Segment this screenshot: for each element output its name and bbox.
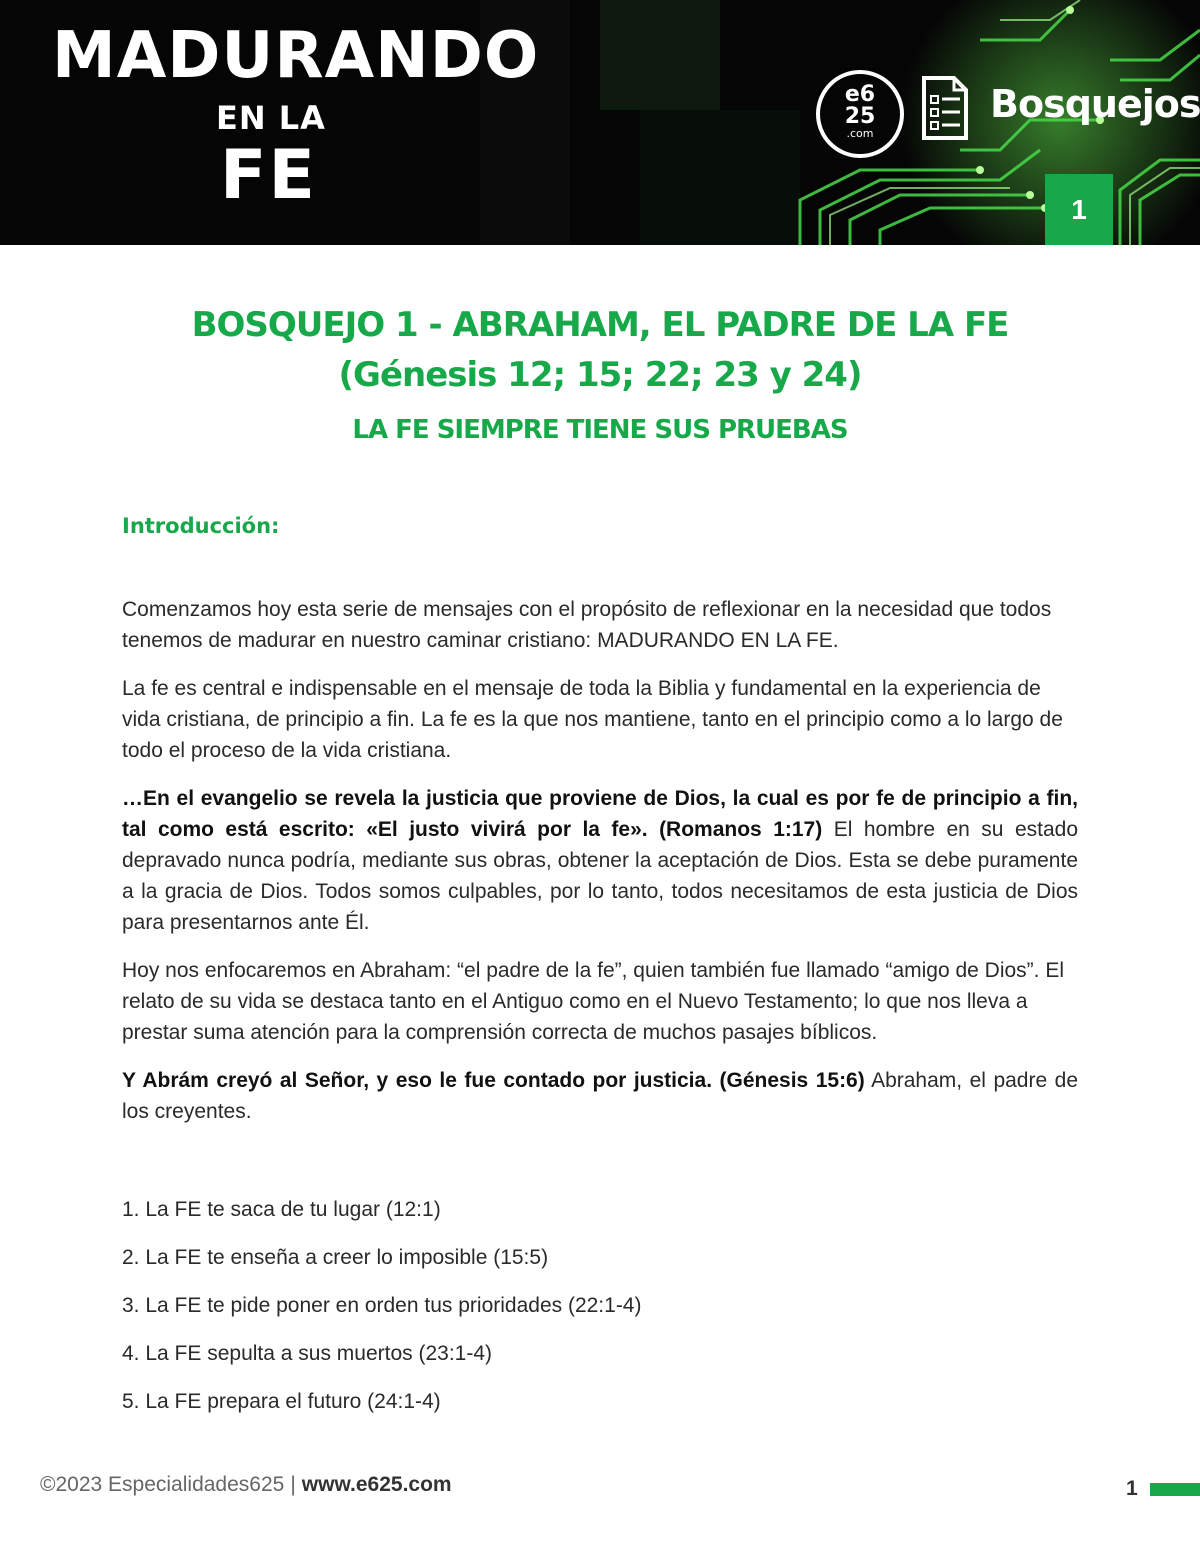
body-text bbox=[122, 594, 1078, 1144]
series-title bbox=[52, 19, 540, 215]
scripture-quote-genesis: Y Abrám creyó al Señor, y eso le fue contado por justicia. (Génesis 15:6) bbox=[122, 1069, 865, 1092]
logo-text-middle: 25 bbox=[844, 104, 876, 129]
outline-title bbox=[0, 300, 1200, 450]
intro-paragraph-4: Hoy nos enfocaremos en Abraham: “el padre de la fe”, quien también fue llamado “amigo de Dios”. El relato de su vida se destaca tanto en el Antiguo como en el Nuevo Testamento; lo que nos lleva a prestar suma atención para la comprensión correcta de muchos pasajes bíblicos. bbox=[122, 959, 1065, 1044]
title-subtitle: LA FE SIEMPRE TIENE SUS PRUEBAS bbox=[352, 415, 848, 445]
list-item: 4. La FE sepulta a sus muertos (23:1-4) bbox=[122, 1342, 493, 1365]
footer-page-number: 1 bbox=[1126, 1477, 1138, 1500]
series-title-line3: FE bbox=[220, 136, 317, 215]
footer-url-link[interactable]: www.e625.com bbox=[301, 1473, 452, 1496]
list-item: 1. La FE te saca de tu lugar (12:1) bbox=[122, 1198, 441, 1221]
list-item: 5. La FE prepara el futuro (24:1-4) bbox=[122, 1390, 441, 1413]
intro-paragraph-5: Abraham, el padre de los creyentes. bbox=[122, 1069, 1078, 1123]
header-banner bbox=[0, 0, 1200, 245]
intro-heading: Introducción: bbox=[122, 514, 280, 538]
list-item: 3. La FE te pide poner en orden tus prioridades (22:1-4) bbox=[122, 1294, 642, 1317]
document-list-icon bbox=[920, 74, 970, 142]
footer-accent-bar bbox=[1150, 1483, 1200, 1496]
title-line1: BOSQUEJO 1 - ABRAHAM, EL PADRE DE LA FE bbox=[191, 305, 1009, 345]
footer bbox=[40, 1473, 452, 1497]
intro-paragraph-2: La fe es central e indispensable en el mensaje de toda la Biblia y fundamental en la experiencia de vida cristiana, de principio a fin. La fe es la que nos mantiene, tanto en el principio como a lo largo de todo el proceso de la vida cristiana. bbox=[122, 677, 1063, 762]
scripture-quote-romanos: …En el evangelio se revela la justicia que proviene de Dios, la cual es por fe de principio a fin, tal como está escrito: «El justo vivirá por la fe». (Romanos 1:17) bbox=[122, 787, 1078, 841]
logo-text-bottom: .com bbox=[846, 127, 874, 140]
intro-block-1 bbox=[122, 783, 1078, 938]
e625-logo bbox=[816, 70, 904, 158]
intro-paragraph-1: Comenzamos hoy esta serie de mensajes con el propósito de reflexionar en la necesidad que todos tenemos de madurar en nuestro caminar cristiano: MADURANDO EN LA FE. bbox=[122, 598, 1052, 652]
section-label: Bosquejos bbox=[990, 82, 1200, 126]
footer-separator: | bbox=[290, 1473, 296, 1496]
series-title-line2: EN LA bbox=[216, 99, 326, 137]
outline-points bbox=[122, 1194, 641, 1434]
intro-block-2 bbox=[122, 1065, 1078, 1127]
intro-paragraph-3: El hombre en su estado depravado nunca podría, mediante sus obras, obtener la aceptación de Dios. Esta se debe puramente a la gracia de Dios. Todos somos culpables, por lo tanto, todos necesitamos de esta justicia de Dios para presentarnos ante Él. bbox=[122, 818, 1078, 934]
series-title-line1: MADURANDO bbox=[52, 19, 540, 93]
footer-copyright: ©2023 Especialidades625 bbox=[40, 1473, 285, 1496]
logo-text-top: e6 bbox=[844, 82, 876, 107]
page-badge: 1 bbox=[1045, 174, 1113, 245]
list-item: 2. La FE te enseña a creer lo imposible (15:5) bbox=[122, 1246, 549, 1269]
title-line2: (Génesis 12; 15; 22; 23 y 24) bbox=[338, 355, 862, 395]
